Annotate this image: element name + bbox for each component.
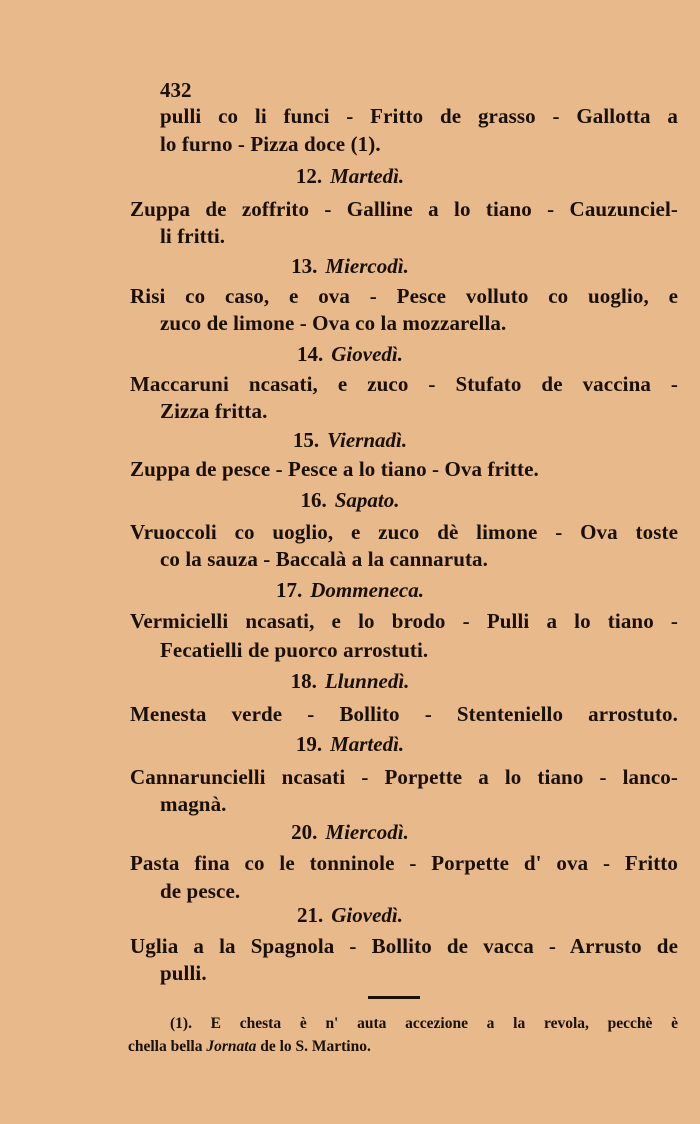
day-name: Martedì. bbox=[330, 164, 405, 188]
text-line: Pasta fina co le tonninole - Porpette d' ova - Fritto bbox=[130, 851, 678, 875]
day-heading-13 bbox=[0, 252, 700, 280]
day-name: Dommeneca. bbox=[310, 578, 424, 602]
day-number: 12. bbox=[295, 164, 323, 188]
text-line: zuco de limone - Ova co la mozzarella. bbox=[160, 311, 507, 335]
page-number: 432 bbox=[160, 78, 192, 102]
text-line: de pesce. bbox=[160, 879, 241, 903]
text-line: magnà. bbox=[160, 792, 227, 816]
footnote-text: de lo S. Martino. bbox=[260, 1038, 371, 1055]
text-line: Vruoccoli co uoglio, e zuco dè limone - Ova toste bbox=[130, 520, 678, 544]
day-number: 20. bbox=[291, 820, 318, 844]
day-number: 21. bbox=[297, 903, 324, 927]
footnote-line bbox=[128, 1036, 678, 1058]
footnote-italic-text: Jornata bbox=[206, 1038, 257, 1055]
day-heading-12 bbox=[0, 162, 700, 190]
day-name: Giovedì. bbox=[331, 903, 403, 927]
text-line: Maccaruni ncasati, e zuco - Stufato de vaccina - bbox=[130, 372, 678, 396]
day-heading-17 bbox=[0, 576, 700, 604]
day-number: 13. bbox=[291, 254, 318, 278]
text-line: co la sauza - Baccalà a la cannaruta. bbox=[160, 547, 489, 571]
day-name: Miercodì. bbox=[325, 820, 409, 844]
day-heading-15 bbox=[0, 426, 700, 454]
day-name: Viernadì. bbox=[327, 428, 408, 452]
text-line: Menesta verde - Bollito - Stenteniello arrostuto. bbox=[130, 702, 678, 726]
day-name: Giovedì. bbox=[331, 342, 403, 366]
text-line: Zuppa de pesce - Pesce a lo tiano - Ova fritte. bbox=[130, 457, 539, 481]
text-line: Zizza fritta. bbox=[160, 399, 268, 423]
text-line: Risi co caso, e ova - Pesce volluto co uoglio, e bbox=[130, 284, 678, 308]
day-number: 17. bbox=[276, 578, 303, 602]
day-number: 18. bbox=[290, 669, 317, 693]
text-line: Fecatielli de puorco arrostuti. bbox=[160, 638, 429, 662]
day-heading-16 bbox=[0, 486, 700, 514]
text-line: Vermicielli ncasati, e lo brodo - Pulli a lo tiano - bbox=[130, 609, 678, 633]
day-number: 16. bbox=[300, 488, 327, 512]
footnote-line: (1). E chesta è n' auta accezione a la revola, pecchè è bbox=[170, 1015, 678, 1032]
day-name: Llunnedì. bbox=[324, 669, 410, 693]
text-line: Zuppa de zoffrito - Galline a lo tiano - Cauzunciel- bbox=[130, 197, 678, 221]
text-line: pulli co li funci - Fritto de grasso - Gallotta a bbox=[160, 104, 678, 128]
day-name: Miercodì. bbox=[325, 254, 409, 278]
day-heading-20 bbox=[0, 818, 700, 846]
day-number: 14. bbox=[297, 342, 324, 366]
day-heading-18 bbox=[0, 667, 700, 695]
day-name: Sapato. bbox=[334, 488, 400, 512]
day-number: 19. bbox=[295, 732, 323, 756]
day-heading-19 bbox=[0, 730, 700, 758]
text-line: pulli. bbox=[160, 961, 207, 985]
day-heading-21 bbox=[0, 901, 700, 929]
day-name: Martedì. bbox=[330, 732, 405, 756]
text-line: Cannaruncielli ncasati - Porpette a lo tiano - lanco- bbox=[130, 765, 678, 789]
footnote-divider bbox=[368, 996, 420, 999]
day-heading-14 bbox=[0, 340, 700, 368]
text-line: lo furno - Pizza doce (1). bbox=[160, 132, 381, 156]
day-number: 15. bbox=[292, 428, 320, 452]
footnote-text: chella bella bbox=[128, 1038, 203, 1055]
text-line: li fritti. bbox=[160, 224, 226, 248]
text-line: Uglia a la Spagnola - Bollito de vacca - Arrusto de bbox=[130, 934, 678, 958]
